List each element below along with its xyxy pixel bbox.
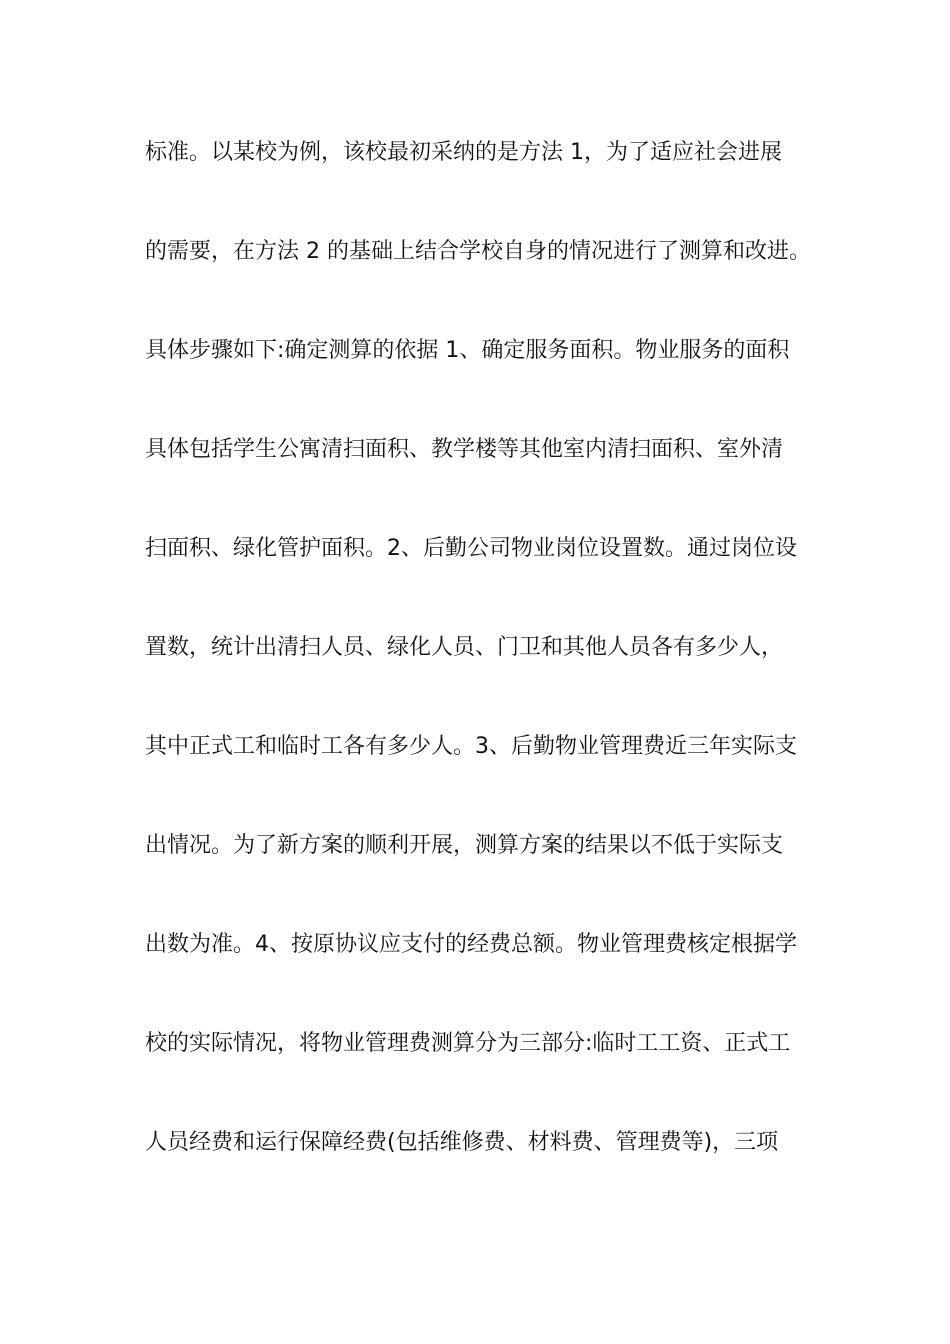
paragraph-line: 出情况。为了新方案的顺利开展，测算方案的结果以不低于实际支 (145, 833, 784, 858)
paragraph-line: 标准。以某校为例，该校最初采纳的是方法 1，为了适应社会进展 (145, 140, 782, 165)
paragraph-line: 校的实际情况，将物业管理费测算分为三部分:临时工工资、正式工 (145, 1031, 791, 1056)
paragraph-line: 置数，统计出清扫人员、绿化人员、门卫和其他人员各有多少人， (145, 635, 784, 660)
paragraph-line: 出数为准。4、按原协议应支付的经费总额。物业管理费核定根据学 (145, 932, 797, 957)
paragraph-line: 扫面积、绿化管护面积。2、后勤公司物业岗位设置数。通过岗位设 (145, 536, 797, 561)
paragraph-line: 具体包括学生公寓清扫面积、教学楼等其他室内清扫面积、室外清 (145, 437, 784, 462)
paragraph-line: 其中正式工和临时工各有多少人。3、后勤物业管理费近三年实际支 (145, 734, 797, 759)
paragraph-line: 的需要，在方法 2 的基础上结合学校自身的情况进行了测算和改进。 (145, 239, 811, 264)
paragraph-line: 人员经费和运行保障经费(包括维修费、材料费、管理费等)，三项 (145, 1130, 779, 1155)
paragraph-line: 具体步骤如下:确定测算的依据 1、确定服务面积。物业服务的面积 (145, 338, 790, 363)
